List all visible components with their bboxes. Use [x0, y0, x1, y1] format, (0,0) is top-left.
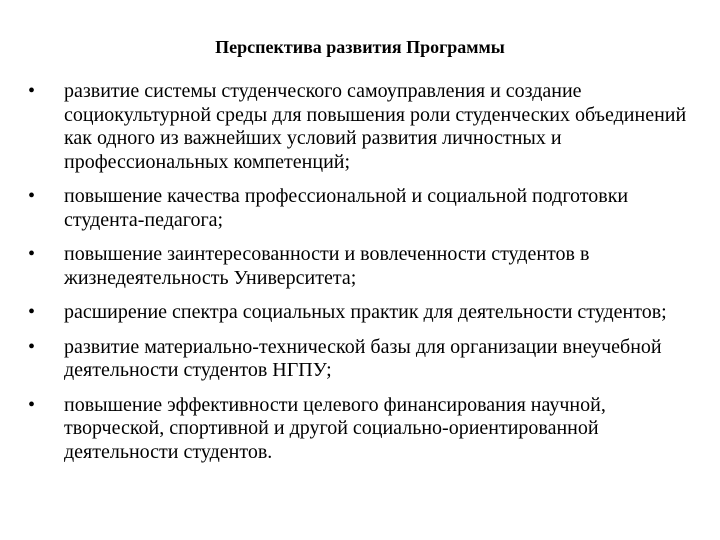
- bullet-list: [28, 80, 698, 475]
- bullet-text: повышение заинтересованности и вовлеченности студентов в жизнедеятельность Университета;: [64, 243, 590, 289]
- bullet-icon: •: [28, 243, 36, 265]
- bullet-icon: •: [28, 301, 36, 323]
- bullet-item: [28, 301, 698, 325]
- bullet-text: развитие системы студенческого самоуправления и создание социокультурной среды для повышения роли студенческих объединений как одного из важнейших условий развития личностных и профессиональных компетенций;: [64, 80, 687, 173]
- bullet-item: [28, 185, 698, 232]
- bullet-icon: •: [28, 335, 36, 358]
- bullet-text: развитие материально-технической базы для организации внеучебной деятельности студентов НГПУ;: [64, 335, 662, 381]
- slide-title: Перспектива развития Программы: [215, 37, 505, 57]
- bullet-text: повышение качества профессиональной и социальной подготовки студента-педагога;: [64, 185, 629, 231]
- bullet-item: [28, 394, 698, 465]
- bullet-icon: •: [28, 80, 36, 102]
- bullet-text: повышение эффективности целевого финансирования научной, творческой, спортивной и другой социально-ориентированной деятельности студентов.: [64, 393, 606, 463]
- bullet-icon: •: [28, 393, 36, 416]
- bullet-item: [28, 336, 698, 383]
- bullet-item: [28, 243, 698, 290]
- bullet-item: [28, 80, 698, 174]
- bullet-text: расширение спектра социальных практик для деятельности студентов;: [64, 301, 667, 323]
- bullet-icon: •: [28, 185, 36, 207]
